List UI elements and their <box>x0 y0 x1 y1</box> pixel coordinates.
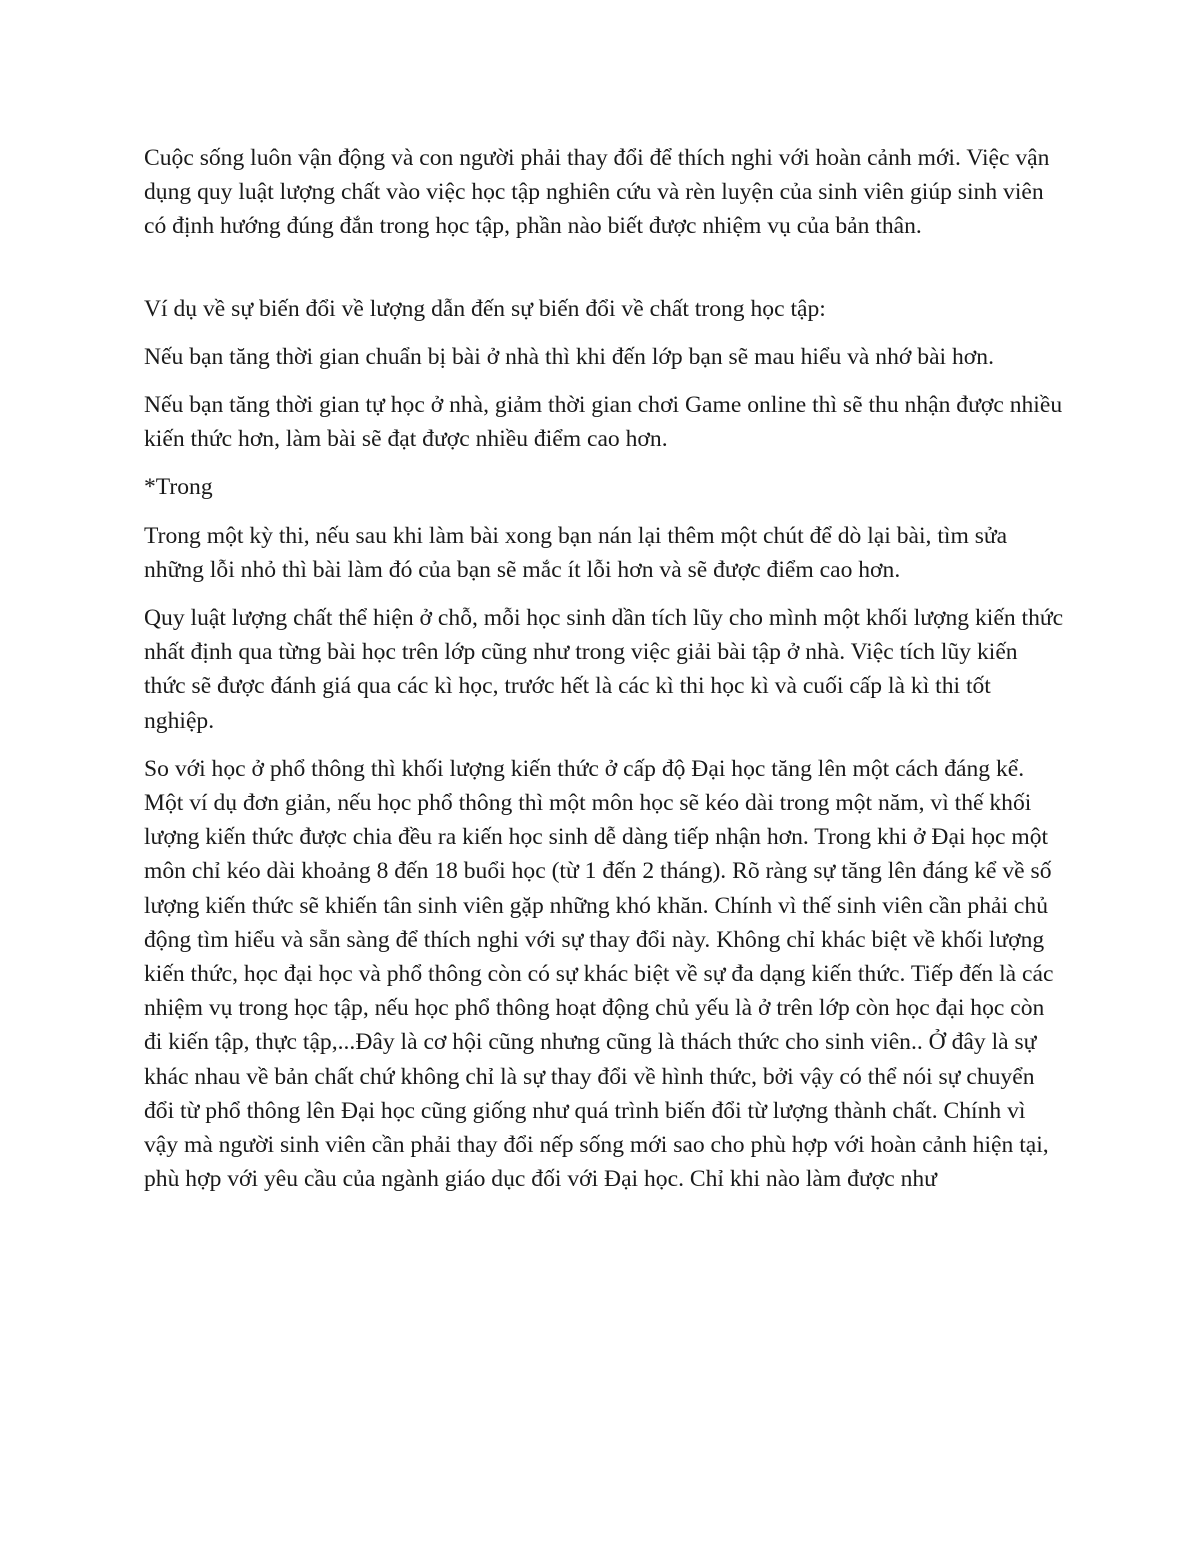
paragraph-example-1: Nếu bạn tăng thời gian chuẩn bị bài ở nhà thì khi đến lớp bạn sẽ mau hiểu và nhớ bài hơn. <box>144 343 994 370</box>
document-body <box>144 141 1064 1210</box>
paragraph-example-heading: Ví dụ về sự biến đổi về lượng dẫn đến sự biến đổi về chất trong học tập: <box>144 295 826 322</box>
paragraph-trong-marker: *Trong <box>144 474 213 501</box>
paragraph-intro: Cuộc sống luôn vận động và con người phải thay đổi để thích nghi với hoàn cảnh mới. Việc vận dụng quy luật lượng chất vào việc học tập nghiên cứu và rèn luyện của sinh viên giúp sinh viên có định hướng đúng đắn trong học tập, phần nào biết được nhiệm vụ của bản thân. <box>144 145 1050 240</box>
paragraph-quantity-quality-law: Quy luật lượng chất thể hiện ở chỗ, mỗi học sinh dần tích lũy cho mình một khối lượng kiến thức nhất định qua từng bài học trên lớp cũng như trong việc giải bài tập ở nhà. Việc tích lũy kiến thức sẽ được đánh giá qua các kì học, trước hết là các kì thi học kì và cuối cấp là kì thi tốt nghiệp. <box>144 605 1064 734</box>
paragraph-university-comparison: So với học ở phổ thông thì khối lượng kiến thức ở cấp độ Đại học tăng lên một cách đáng kể. Một ví dụ đơn giản, nếu học phổ thông thì một môn học sẽ kéo dài trong một năm, vì thế khối lượng kiến thức được chia đều ra kiến học sinh dễ dàng tiếp nhận hơn. Trong khi ở Đại học một môn chỉ kéo dài khoảng 8 đến 18 buổi học (từ 1 đến 2 tháng). Rõ ràng sự tăng lên đáng kể về số lượng kiến thức sẽ khiến tân sinh viên gặp những khó khăn. Chính vì thế sinh viên cần phải chủ động tìm hiểu và sẵn sàng để thích nghi với sự thay đổi này. Không chỉ khác biệt về khối lượng kiến thức, học đại học và phổ thông còn có sự khác biệt về sự đa dạng kiến thức. Tiếp đến là các nhiệm vụ trong học tập, nếu học phổ thông hoạt động chủ yếu là ở trên lớp còn học đại học còn đi kiến tập, thực tập,...Đây là cơ hội cũng nhưng cũng là thách thức cho sinh viên.. Ở đây là sự khác nhau về bản chất chứ không chỉ là sự thay đổi về hình thức, bởi vậy có thể nói sự chuyển đổi từ phổ thông lên Đại học cũng giống như quá trình biến đổi từ lượng thành chất. Chính vì vậy mà người sinh viên cần phải thay đổi nếp sống mới sao cho phù hợp với hoàn cảnh hiện tại, phù hợp với yêu cầu của ngành giáo dục đối với Đại học. Chỉ khi nào làm được như <box>144 755 1054 1193</box>
paragraph-exam-example: Trong một kỳ thi, nếu sau khi làm bài xong bạn nán lại thêm một chút để dò lại bài, tìm sửa những lỗi nhỏ thì bài làm đó của bạn sẽ mắc ít lỗi hơn và sẽ được điểm cao hơn. <box>144 522 1008 583</box>
paragraph-example-2: Nếu bạn tăng thời gian tự học ở nhà, giảm thời gian chơi Game online thì sẽ thu nhận được nhiều kiến thức hơn, làm bài sẽ đạt được nhiều điểm cao hơn. <box>144 392 1063 453</box>
